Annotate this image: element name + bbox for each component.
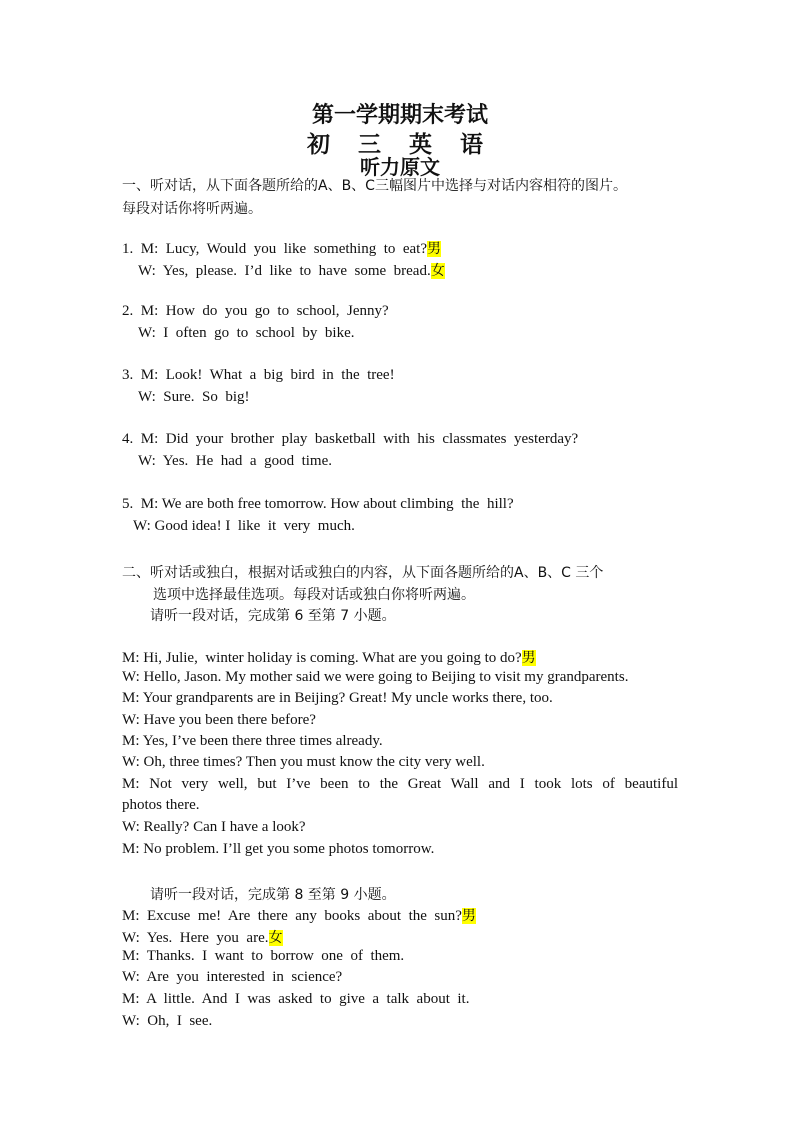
item1-female-line bbox=[138, 260, 445, 280]
part1-instruction-line2: 每段对话你将听两遍。 bbox=[122, 201, 262, 217]
part2-instruction-line2: 选项中选择最佳选项。每段对话或独白你将听两遍。 bbox=[153, 587, 475, 603]
dialog2-line-text: M: Excuse me! Are there any books about the sun? bbox=[122, 908, 462, 924]
part1-instruction-line1: 一、听对话，从下面各题所给的A、B、C三幅图片中选择与对话内容相符的图片。 bbox=[122, 178, 627, 194]
dialog1-line-text: M: Hi, Julie, winter holiday is coming. What are you going to do? bbox=[122, 650, 522, 666]
female-speaker-tag: 女 bbox=[430, 263, 445, 279]
dialog1-line: W: Oh, three times? Then you must know the city very well. bbox=[122, 754, 485, 770]
item3-female-line: W: Sure. So big! bbox=[138, 389, 250, 405]
dialog2-line-text: W: Yes. Here you are. bbox=[122, 930, 269, 946]
item5-male-line: 5. M: We are both free tomorrow. How about climbing the hill? bbox=[122, 496, 514, 512]
dialog2-line: W: Oh, I see. bbox=[122, 1013, 213, 1029]
dialog1-intro: 请听一段对话，完成第 6 至第 7 小题。 bbox=[150, 608, 396, 624]
dialog1-line: W: Really? Can I have a look? bbox=[122, 819, 306, 835]
male-speaker-tag: 男 bbox=[521, 650, 536, 666]
item2-female-line: W: I often go to school by bike. bbox=[138, 325, 355, 341]
item1-male-line bbox=[122, 238, 441, 258]
dialog1-line: W: Have you been there before? bbox=[122, 712, 316, 728]
dialog1-line: W: Hello, Jason. My mother said we were going to Beijing to visit my grandparents. bbox=[122, 669, 629, 685]
dialog1-line: photos there. bbox=[122, 797, 200, 813]
dialog2-line: M: Thanks. I want to borrow one of them. bbox=[122, 948, 405, 964]
section-title: 听力原文 bbox=[360, 155, 440, 179]
dialog2-line bbox=[122, 905, 476, 925]
male-speaker-tag: 男 bbox=[461, 908, 476, 924]
dialog1-line: M: No problem. I’ll get you some photos tomorrow. bbox=[122, 841, 435, 857]
dialog1-line: M: Not very well, but I’ve been to the Great Wall and I took lots of beautiful bbox=[122, 776, 678, 792]
item5-female-line: W: Good idea! I like it very much. bbox=[133, 518, 355, 534]
dialog2-line bbox=[122, 927, 283, 947]
dialog1-line bbox=[122, 647, 536, 667]
item1-male-text: 1. M: Lucy, Would you like something to eat? bbox=[122, 241, 428, 257]
male-speaker-tag: 男 bbox=[427, 241, 442, 257]
item3-male-line: 3. M: Look! What a big bird in the tree! bbox=[122, 367, 395, 383]
dialog2-line: W: Are you interested in science? bbox=[122, 969, 343, 985]
item1-female-text: W: Yes, please. I’d like to have some bread. bbox=[138, 263, 431, 279]
item2-male-line: 2. M: How do you go to school, Jenny? bbox=[122, 303, 389, 319]
dialog2-intro: 请听一段对话，完成第 8 至第 9 小题。 bbox=[150, 887, 396, 903]
dialog1-line: M: Your grandparents are in Beijing? Great! My uncle works there, too. bbox=[122, 690, 553, 706]
dialog2-line: M: A little. And I was asked to give a talk about it. bbox=[122, 991, 470, 1007]
female-speaker-tag: 女 bbox=[268, 930, 283, 946]
item4-male-line: 4. M: Did your brother play basketball with his classmates yesterday? bbox=[122, 431, 579, 447]
part2-instruction-line1: 二、听对话或独白，根据对话或独白的内容，从下面各题所给的A、B、C 三个 bbox=[122, 565, 604, 581]
exam-title: 第一学期期末考试 bbox=[311, 103, 488, 128]
dialog1-line: M: Yes, I’ve been there three times already. bbox=[122, 733, 383, 749]
subject-title: 初 三 英 语 bbox=[306, 132, 494, 158]
item4-female-line: W: Yes. He had a good time. bbox=[138, 453, 333, 469]
